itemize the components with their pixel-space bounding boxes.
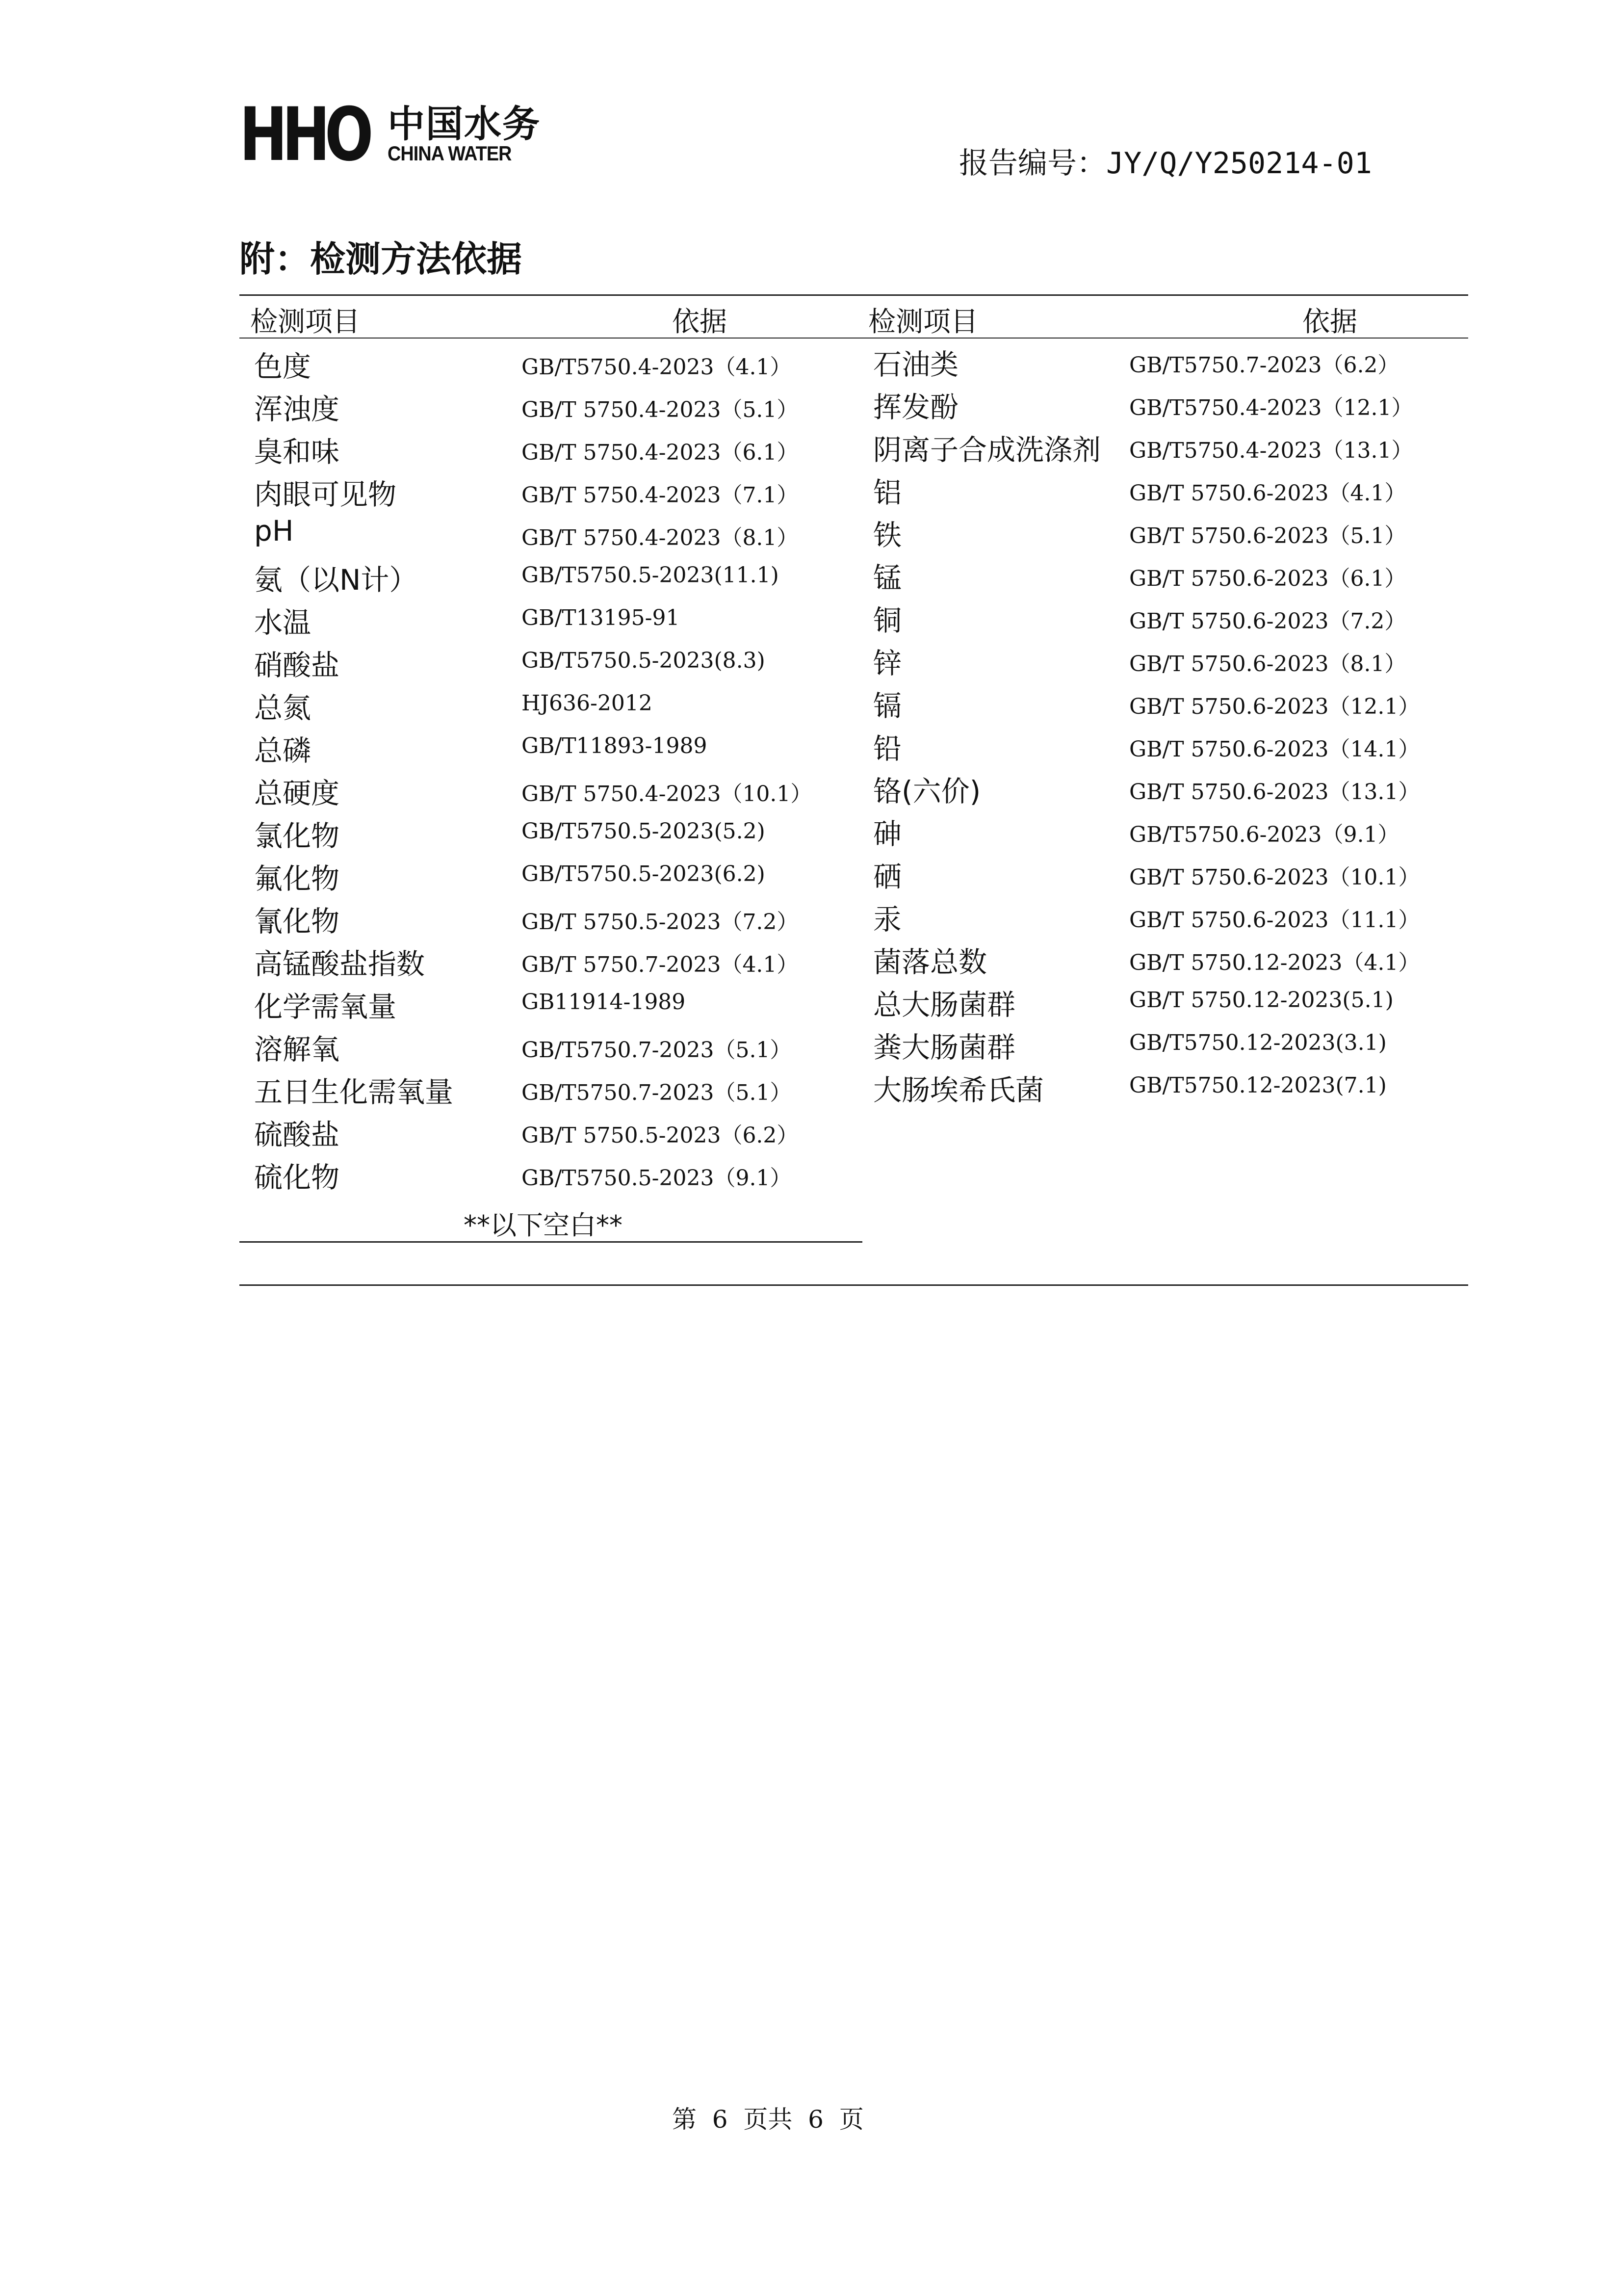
- table-header-rule: [239, 338, 1468, 339]
- table-row: [254, 685, 862, 728]
- table-top-rule: [239, 294, 1468, 296]
- test-item: 挥发酚: [873, 391, 959, 424]
- table-row: [254, 642, 862, 685]
- table-row: [873, 598, 1462, 640]
- test-item: 石油类: [873, 348, 959, 381]
- table-row: [873, 1067, 1462, 1110]
- logo-brand-cn: 中国水务: [388, 102, 541, 146]
- test-item: 氯化物: [254, 819, 340, 853]
- table-row: [254, 600, 862, 642]
- method-basis: GB/T5750.4-2023（12.1）: [1129, 395, 1413, 420]
- method-basis: GB/T5750.6-2023（9.1）: [1129, 822, 1400, 847]
- table-row: [254, 770, 862, 813]
- method-basis: GB/T5750.4-2023（13.1）: [1129, 438, 1413, 463]
- test-item: 大肠埃希氏菌: [873, 1073, 1044, 1107]
- table-row: [873, 640, 1462, 683]
- table-row: [254, 941, 862, 984]
- logo-brand-en: CHINA WATER: [388, 141, 512, 165]
- method-basis: GB/T5750.7-2023（6.2）: [1129, 353, 1400, 378]
- table-row: [873, 427, 1462, 470]
- test-item: 氰化物: [254, 905, 340, 938]
- page-title: 附：检测方法依据: [239, 238, 522, 280]
- table-row: [873, 768, 1462, 811]
- test-item: 高锰酸盐指数: [254, 947, 425, 981]
- table-row: [254, 557, 862, 600]
- test-item: 铝: [873, 476, 902, 509]
- method-basis: GB/T 5750.4-2023（6.1）: [521, 440, 799, 465]
- test-item: 锰: [873, 561, 902, 595]
- method-basis: GB/T 5750.5-2023（6.2）: [521, 1123, 799, 1148]
- table-row: [254, 1112, 862, 1154]
- test-item: pH: [254, 514, 294, 548]
- method-basis: GB/T 5750.6-2023（14.1）: [1129, 737, 1420, 762]
- method-basis: GB/T 5750.4-2023（7.1）: [521, 483, 799, 508]
- test-item: 硝酸盐: [254, 649, 340, 682]
- table-row: [873, 982, 1462, 1024]
- test-item: 硫酸盐: [254, 1118, 340, 1151]
- table-row: [873, 726, 1462, 768]
- test-item: 化学需氧量: [254, 990, 397, 1023]
- test-item: 镉: [873, 689, 902, 723]
- report-number-value: JY/Q/Y250214-01: [1106, 146, 1372, 181]
- method-basis: GB/T5750.12-2023(7.1): [1129, 1073, 1387, 1098]
- test-item: 铬(六价): [873, 775, 981, 808]
- method-basis: GB11914-1989: [521, 990, 686, 1015]
- table-row: [873, 896, 1462, 939]
- logo-brand: [388, 102, 541, 165]
- method-basis: GB/T 5750.5-2023（7.2）: [521, 910, 799, 935]
- left-table-bottom-rule: [239, 1241, 862, 1243]
- method-basis: GB/T 5750.4-2023（10.1）: [521, 782, 812, 807]
- method-basis: HJ636-2012: [521, 691, 652, 716]
- table-row: [254, 471, 862, 514]
- table-row: [873, 341, 1462, 384]
- test-item: 溶解氧: [254, 1033, 340, 1066]
- test-item: 锌: [873, 647, 902, 680]
- method-basis: GB/T5750.4-2023（4.1）: [521, 355, 792, 380]
- table-row: [254, 429, 862, 471]
- method-basis: GB/T5750.12-2023(3.1): [1129, 1030, 1387, 1055]
- table-row: [254, 813, 862, 856]
- test-item: 铅: [873, 732, 902, 765]
- table-row: [254, 1069, 862, 1112]
- method-basis: GB/T11893-1989: [521, 733, 707, 758]
- test-item: 水温: [254, 606, 311, 639]
- method-basis: GB/T 5750.6-2023（13.1）: [1129, 780, 1420, 805]
- method-basis: GB/T 5750.6-2023（6.1）: [1129, 566, 1406, 591]
- method-basis: GB/T 5750.12-2023（4.1）: [1129, 950, 1420, 975]
- test-item: 砷: [873, 817, 902, 851]
- table-row: [254, 898, 862, 941]
- method-basis: GB/T 5750.7-2023（4.1）: [521, 952, 799, 977]
- test-item: 总硬度: [254, 777, 340, 810]
- test-item: 浑浊度: [254, 392, 340, 426]
- test-item: 粪大肠菌群: [873, 1031, 1016, 1064]
- method-basis: GB/T 5750.6-2023（12.1）: [1129, 694, 1420, 719]
- method-basis: GB/T5750.5-2023(8.3): [521, 648, 765, 673]
- table-row: [254, 856, 862, 898]
- table-row: [873, 555, 1462, 598]
- table-row: [873, 470, 1462, 512]
- table-row: [254, 1154, 862, 1197]
- test-item: 阴离子合成洗涤剂: [873, 433, 1101, 467]
- table-row: [873, 939, 1462, 982]
- method-basis: GB/T5750.7-2023（5.1）: [521, 1038, 792, 1063]
- test-item: 铜: [873, 604, 902, 637]
- method-basis: GB/T5750.5-2023(11.1): [521, 563, 779, 588]
- left-col-header-item: 检测项目: [250, 306, 360, 338]
- method-basis: GB/T 5750.6-2023（7.2）: [1129, 609, 1406, 634]
- test-item: 氟化物: [254, 862, 340, 895]
- blank-below-note: **以下空白**: [464, 1210, 622, 1241]
- method-basis: GB/T 5750.6-2023（11.1）: [1129, 908, 1420, 933]
- table-row: [254, 728, 862, 770]
- right-col-header-basis: 依据: [1302, 306, 1357, 338]
- method-basis: GB/T5750.5-2023(6.2): [521, 861, 765, 887]
- table-row: [873, 384, 1462, 427]
- page-number: 第 6 页共 6 页: [672, 2105, 864, 2134]
- left-col-header-basis: 依据: [672, 306, 727, 338]
- table-row: [254, 514, 862, 557]
- report-number: [959, 140, 1372, 182]
- method-basis: GB/T5750.5-2023（9.1）: [521, 1166, 792, 1191]
- test-item: 色度: [254, 350, 311, 383]
- right-col-header-item: 检测项目: [868, 306, 978, 338]
- test-item: 菌落总数: [873, 945, 987, 979]
- test-item: 五日生化需氧量: [254, 1075, 454, 1109]
- table-row: [873, 854, 1462, 896]
- table-row: [873, 512, 1462, 555]
- method-basis: GB/T 5750.6-2023（8.1）: [1129, 652, 1406, 677]
- test-item: 肉眼可见物: [254, 478, 397, 511]
- logo-mark: HHO: [239, 92, 368, 178]
- method-basis: GB/T5750.7-2023（5.1）: [521, 1080, 792, 1105]
- test-item: 汞: [873, 903, 902, 936]
- table-bottom-rule: [239, 1284, 1468, 1286]
- method-basis: GB/T5750.5-2023(5.2): [521, 819, 765, 844]
- table-row: [873, 1024, 1462, 1067]
- method-basis: GB/T 5750.4-2023（8.1）: [521, 525, 799, 550]
- method-basis: GB/T 5750.6-2023（10.1）: [1129, 865, 1420, 890]
- method-basis: GB/T13195-91: [521, 605, 680, 630]
- test-item: 臭和味: [254, 435, 340, 469]
- test-item: 总氮: [254, 691, 311, 725]
- table-row: [254, 343, 862, 386]
- test-item: 总磷: [254, 734, 311, 767]
- report-number-label: 报告编号：: [959, 146, 1106, 181]
- table-row: [873, 683, 1462, 726]
- test-item: 总大肠菌群: [873, 988, 1016, 1021]
- test-item: 硫化物: [254, 1161, 340, 1194]
- table-row: [873, 811, 1462, 854]
- china-water-logo: [239, 92, 541, 178]
- table-row: [254, 1026, 862, 1069]
- method-basis: GB/T 5750.4-2023（5.1）: [521, 397, 799, 422]
- table-row: [254, 386, 862, 429]
- test-item: 氨（以N计）: [254, 563, 418, 597]
- method-basis: GB/T 5750.6-2023（5.1）: [1129, 523, 1406, 548]
- test-item: 硒: [873, 860, 902, 893]
- method-basis: GB/T 5750.12-2023(5.1): [1129, 988, 1394, 1013]
- test-item: 铁: [873, 519, 902, 552]
- method-basis: GB/T 5750.6-2023（4.1）: [1129, 481, 1406, 506]
- table-row: [254, 984, 862, 1026]
